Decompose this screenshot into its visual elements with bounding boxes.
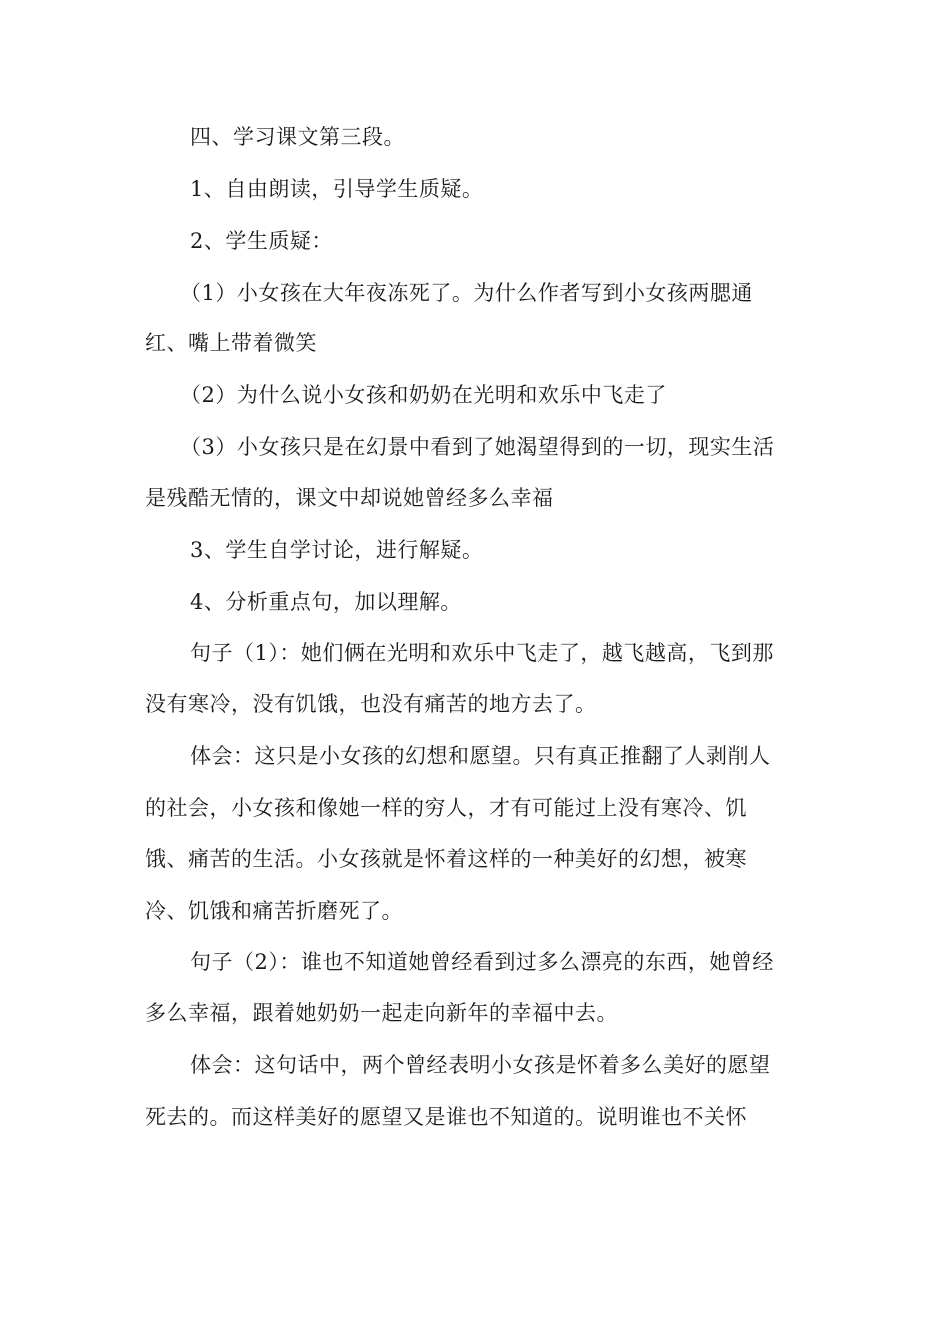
- section-heading: 四、学习课文第三段。: [190, 125, 405, 149]
- reflection-1-line-4: 冷、饥饿和痛苦折磨死了。: [145, 899, 403, 923]
- sentence-1-line-2: 没有寒冷，没有饥饿，也没有痛苦的地方去了。: [145, 692, 597, 716]
- question-2: （2）为什么说小女孩和奶奶在光明和欢乐中飞走了: [180, 383, 667, 407]
- sentence-1-line-1: 句子（1）：她们俩在光明和欢乐中飞走了，越飞越高，飞到那: [190, 641, 774, 665]
- question-3-line-2: 是残酷无情的，课文中却说她曾经多么幸福: [145, 486, 554, 510]
- question-1-line-1: （1）小女孩在大年夜冻死了。为什么作者写到小女孩两腮通: [180, 281, 753, 305]
- step-3: 3、学生自学讨论，进行解疑。: [190, 538, 484, 562]
- question-1-line-2: 红、嘴上带着微笑: [145, 331, 317, 355]
- step-1: 1、自由朗读，引导学生质疑。: [190, 177, 484, 201]
- step-2: 2、学生质疑：: [190, 229, 333, 253]
- step-4: 4、分析重点句，加以理解。: [190, 590, 462, 614]
- reflection-1-line-1: 体会：这只是小女孩的幻想和愿望。只有真正推翻了人剥削人: [190, 744, 771, 768]
- reflection-1-line-2: 的社会，小女孩和像她一样的穷人，才有可能过上没有寒冷、饥: [145, 796, 747, 820]
- reflection-2-line-1: 体会：这句话中，两个曾经表明小女孩是怀着多么美好的愿望: [190, 1053, 771, 1077]
- sentence-2-line-1: 句子（2）：谁也不知道她曾经看到过多么漂亮的东西，她曾经: [190, 950, 774, 974]
- question-3-line-1: （3）小女孩只是在幻景中看到了她渴望得到的一切，现实生活: [180, 435, 775, 459]
- sentence-2-line-2: 多么幸福，跟着她奶奶一起走向新年的幸福中去。: [145, 1001, 618, 1025]
- reflection-1-line-3: 饿、痛苦的生活。小女孩就是怀着这样的一种美好的幻想，被寒: [145, 847, 747, 871]
- reflection-2-line-2: 死去的。而这样美好的愿望又是谁也不知道的。说明谁也不关怀: [145, 1105, 747, 1129]
